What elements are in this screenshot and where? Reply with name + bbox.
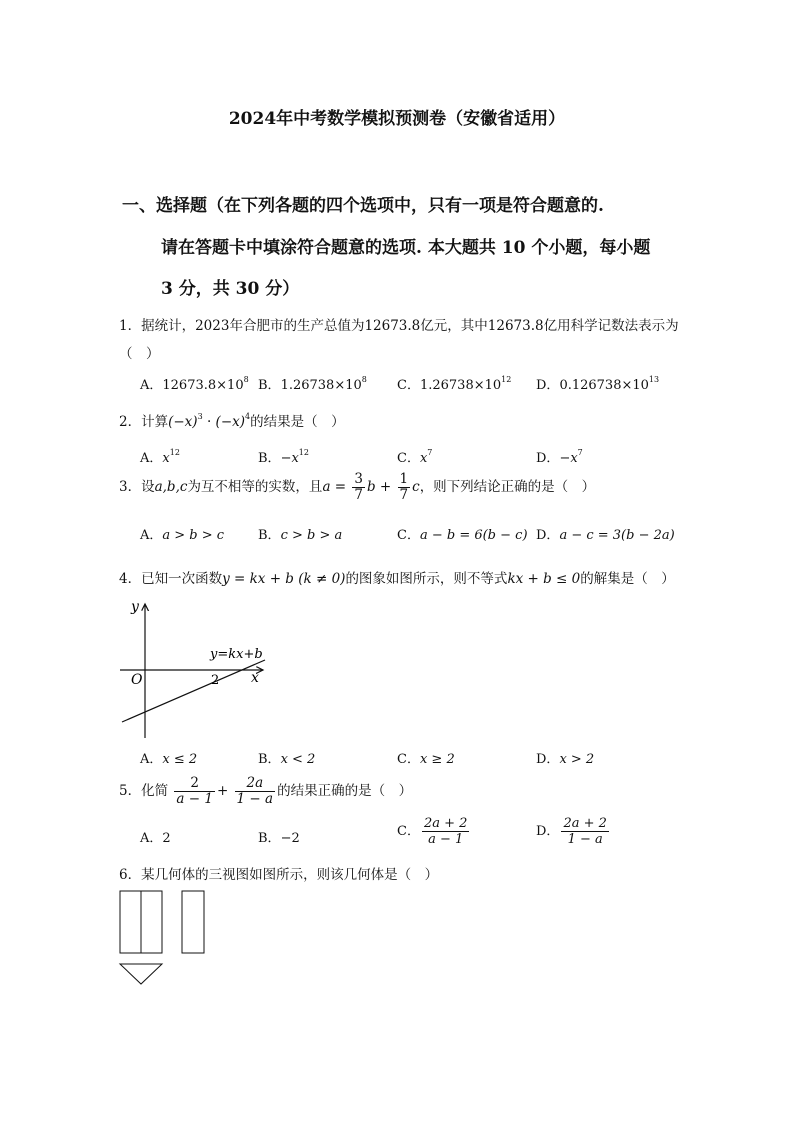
question-4-text: 4．已知一次函数y = kx + b (k ≠ 0)的图象如图所示，则不等式kx + b ≤ 0的解集是（ ） xyxy=(119,571,675,587)
q3-option-d[interactable]: D．a − c = 3(b − 2a) xyxy=(536,528,675,543)
question-1-paren: （ ） xyxy=(119,346,160,362)
q3-option-b[interactable]: B．c > b > a xyxy=(258,528,343,543)
fraction-1-7: $\frac{1}{7}$ xyxy=(399,471,409,503)
q1-option-d[interactable]: D．$0.126738\times 10^{13}$ xyxy=(536,375,660,393)
q1-option-b[interactable]: B．$1.26738\times 10^8$ xyxy=(258,375,367,393)
top-view-triangle xyxy=(120,964,162,984)
q2-option-d[interactable]: D．$-x^7$ xyxy=(536,448,583,466)
q5-option-c[interactable]: C． $\frac{2a + 2}{a - 1}$ xyxy=(397,816,468,847)
x-intercept-label: 2 xyxy=(211,673,220,688)
q4-option-c[interactable]: C．x ≥ 2 xyxy=(397,752,455,767)
q3-option-a[interactable]: A．a > b > c xyxy=(140,528,225,543)
q4-function-graph xyxy=(117,596,277,741)
q5-option-a[interactable]: A．2 xyxy=(140,831,171,846)
q2-option-b[interactable]: B．$-x^{12}$ xyxy=(258,448,309,466)
q2-option-a[interactable]: A．$x^{12}$ xyxy=(140,448,180,466)
q1-option-a[interactable]: A．$12673.8\times 10^8$ xyxy=(140,375,249,393)
q4-option-a[interactable]: A．x ≤ 2 xyxy=(140,752,198,767)
section-heading-line2: 请在答题卡中填涂符合题意的选项. 本大题共 10 个小题，每小题 xyxy=(161,238,651,258)
question-3-text: 3．设a,b,c为互不相等的实数，且a = $\frac{3}{7}$ b + $\frac{1}{7}$ c，则下列结论正确的是（ ） xyxy=(119,471,596,503)
line-equation-label: y=kx+b xyxy=(210,647,263,662)
q3-option-c[interactable]: C．a − b = 6(b − c) xyxy=(397,528,528,543)
question-6-text: 6．某几何体的三视图如图所示，则该几何体是（ ） xyxy=(119,867,439,883)
fraction-2a-over-1-a: $\frac{2a}{1 - a}$ xyxy=(236,775,274,807)
question-5-text: 5．化简 $\frac{2}{a - 1}$ + $\frac{2a}{1 - a}$ 的结果正确的是（ ） xyxy=(119,775,413,807)
fraction-2-over-a-1: $\frac{2}{a - 1}$ xyxy=(176,775,213,807)
q4-option-d[interactable]: D．x > 2 xyxy=(536,752,595,767)
q5-option-d[interactable]: D． $\frac{2a + 2}{1 - a}$ xyxy=(536,816,607,847)
page-title: 2024年中考数学模拟预测卷（安徽省适用） xyxy=(228,109,566,129)
question-2-text: 2．计算$(-x)^3 \cdot (-x)^4$的结果是（ ） xyxy=(119,412,345,430)
q6-three-views xyxy=(117,888,217,988)
function-line xyxy=(122,660,265,722)
y-axis-label: y xyxy=(131,599,139,615)
section-heading-line1: 一、选择题（在下列各题的四个选项中，只有一项是符合题意的. xyxy=(122,196,604,216)
section-heading-line3: 3 分，共 30 分） xyxy=(161,279,300,299)
q4-option-b[interactable]: B．x < 2 xyxy=(258,752,316,767)
fraction-3-7: $\frac{3}{7}$ xyxy=(354,471,363,503)
q5-option-b[interactable]: B．−2 xyxy=(258,831,300,846)
x-axis-label: x xyxy=(251,670,259,686)
q1-option-c[interactable]: C．$1.26738\times 10^{12}$ xyxy=(397,375,512,393)
question-1-text: 1．据统计，2023年合肥市的生产总值为12673.8亿元，其中12673.8亿用科学记数法表示为 xyxy=(119,318,679,334)
q2-option-c[interactable]: C．$x^7$ xyxy=(397,448,433,466)
side-view xyxy=(182,891,204,953)
origin-label: O xyxy=(131,672,143,688)
